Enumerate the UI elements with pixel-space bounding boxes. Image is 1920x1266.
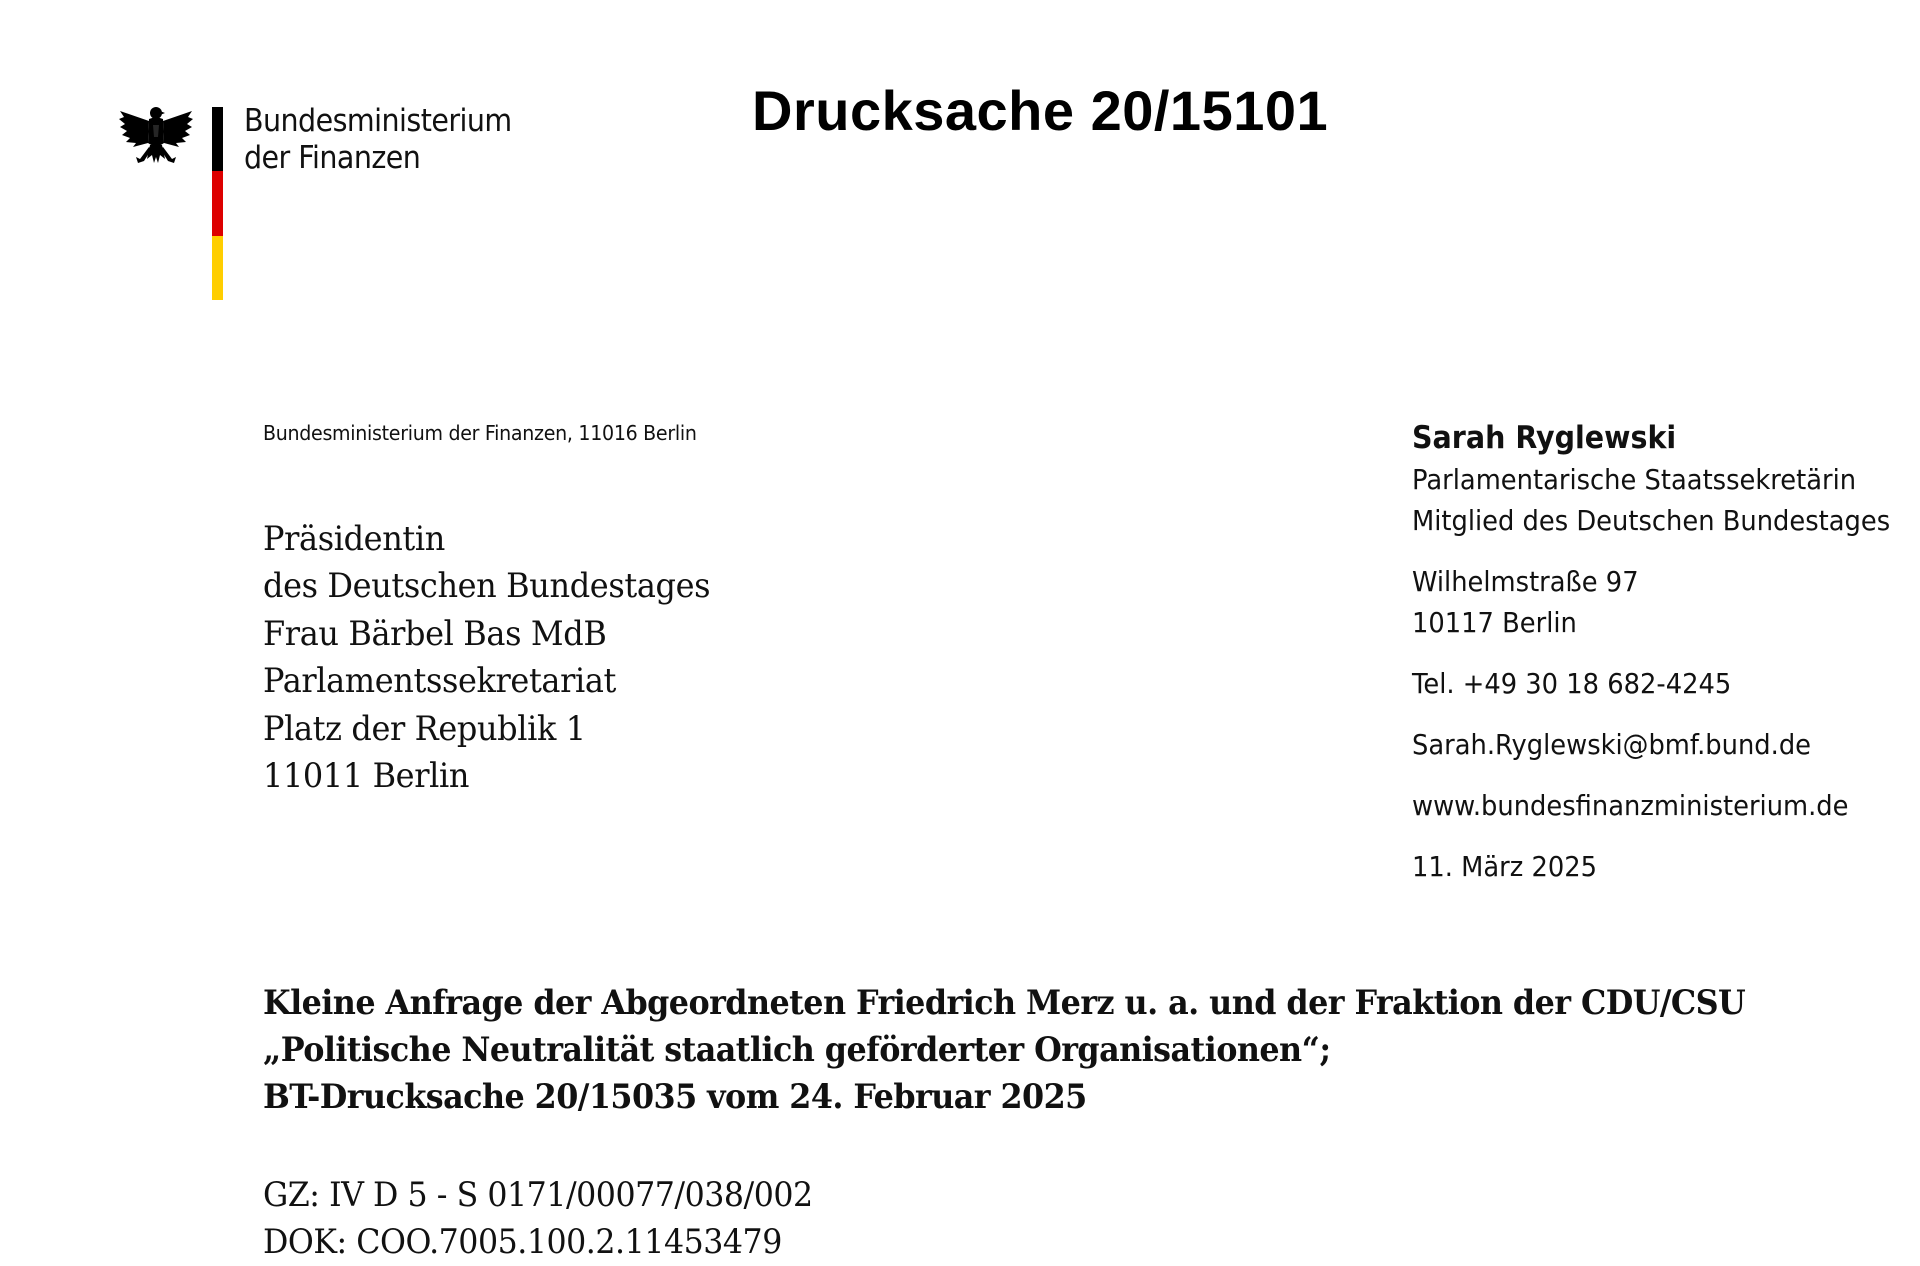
sender-address-line: Bundesministerium der Finanzen, 11016 Berlin xyxy=(263,421,697,445)
contact-street: Wilhelmstraße 97 xyxy=(1412,565,1639,598)
recipient-line: Frau Bärbel Bas MdB xyxy=(263,613,607,654)
recipient-line: Präsidentin xyxy=(263,519,445,559)
flag-stripe-gold xyxy=(212,236,223,300)
contact-website[interactable]: www.bundesfinanzministerium.de xyxy=(1412,789,1849,822)
reference-gz: GZ: IV D 5 - S 0171/00077/038/002 xyxy=(263,1175,813,1215)
recipient-line: 11011 Berlin xyxy=(263,756,470,797)
ministry-logo xyxy=(118,103,538,303)
recipient-address xyxy=(263,516,710,800)
contact-title: Parlamentarische Staatssekretärin xyxy=(1412,463,1857,496)
recipient-line: Platz der Republik 1 xyxy=(263,708,586,749)
sender-contact-block xyxy=(1412,418,1920,887)
flag-stripe-black xyxy=(212,107,223,171)
ministry-name xyxy=(244,103,512,177)
federal-eagle-icon xyxy=(118,103,194,175)
subject-line: BT-Drucksache 20/15035 vom 24. Februar 2025 xyxy=(263,1077,1087,1117)
german-flag-bar xyxy=(212,107,223,300)
recipient-line: Parlamentssekretariat xyxy=(263,661,616,702)
reference-dok: DOK: COO.7005.100.2.11453479 xyxy=(263,1222,782,1262)
contact-name: Sarah Ryglewski xyxy=(1412,420,1677,456)
contact-phone: Tel. +49 30 18 682-4245 xyxy=(1412,667,1732,700)
ministry-name-line1: Bundesministerium xyxy=(244,103,512,139)
reference-block xyxy=(263,1172,813,1266)
subject-line: Kleine Anfrage der Abgeordneten Friedrich Merz u. a. und der Fraktion der CDU/CSU xyxy=(263,983,1746,1023)
contact-email[interactable]: Sarah.Ryglewski@bmf.bund.de xyxy=(1412,728,1812,761)
contact-city: 10117 Berlin xyxy=(1412,606,1577,639)
document-number: Drucksache 20/15101 xyxy=(752,79,1329,142)
ministry-name-line2: der Finanzen xyxy=(244,140,421,176)
subject-line: „Politische Neutralität staatlich geförderter Organisationen“; xyxy=(263,1030,1331,1070)
recipient-line: des Deutschen Bundestages xyxy=(263,566,711,607)
letter-date: 11. März 2025 xyxy=(1412,850,1598,883)
flag-stripe-red xyxy=(212,171,223,235)
contact-membership: Mitglied des Deutschen Bundestages xyxy=(1412,504,1891,537)
subject-block xyxy=(263,980,1745,1121)
